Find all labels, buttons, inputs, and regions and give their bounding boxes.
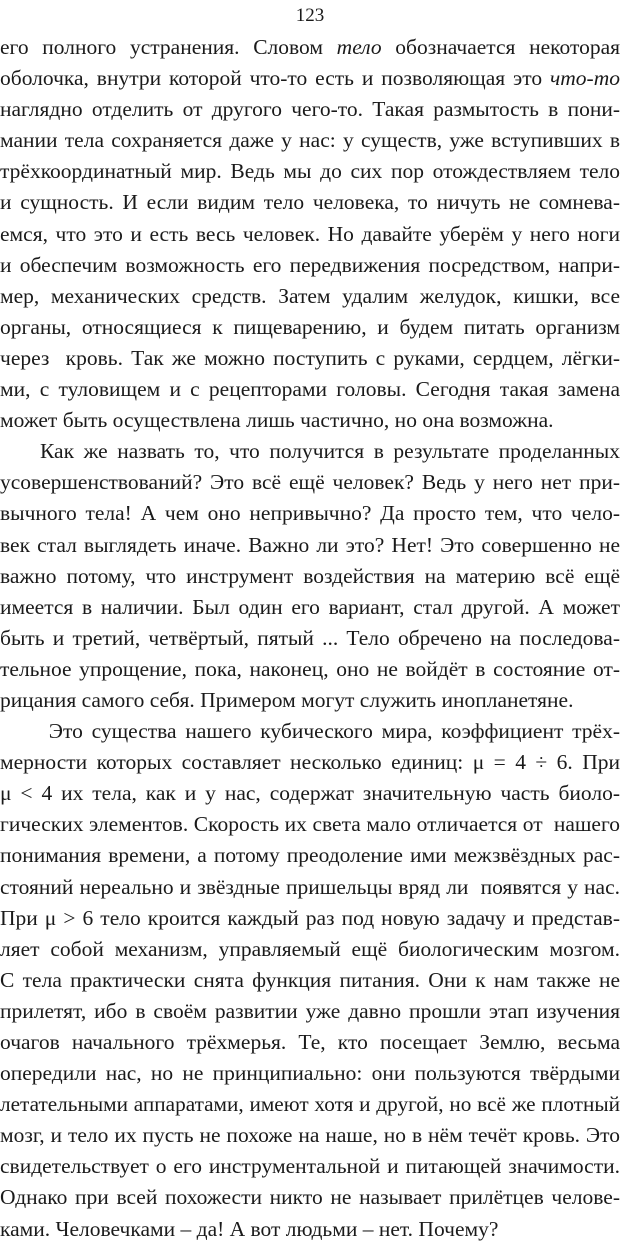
text-line: наглядно отделить от другого чего-то. Такая размытость в пони- (0, 97, 620, 122)
emphasis: что-то (550, 66, 620, 91)
body-text (0, 32, 620, 1245)
text-line: быть и третий, четвёртый, пятый ... Тело обречено на последова- (0, 625, 620, 650)
text-line: усовершенствований? Это всё ещё человек? Ведь у него нет при- (0, 470, 620, 495)
text-line: опередили нас, но не принципиально: они пользуются твёрдыми (0, 1061, 620, 1086)
text-line: вычного тела! А чем оно непривычно? Да просто тем, что чело- (0, 501, 620, 526)
text-line: ляет собой механизм, управляемый ещё биологическим мозгом. (0, 936, 620, 961)
text-line: гических элементов. Скорость их света мало отличается от нашего (0, 812, 620, 837)
text-line: ками. Человечками – да! А вот людьми – нет. Почему? (0, 1216, 499, 1241)
text-line: органы, относящиеся к пищеварению, и будем питать организм (0, 314, 620, 339)
text-line: имеется в наличии. Был один его вариант, стал другой. А может (0, 594, 620, 619)
text-line: понимания времени, а потому преодоление ими межзвёздных рас- (0, 843, 620, 868)
text-line: С тела практически снята функция питания. Они к нам также не (0, 967, 620, 992)
text-line: рицания самого себя. Примером могут служить инопланетяне. (0, 687, 574, 712)
text-line: через кровь. Так же можно поступить с руками, сердцем, лёгки- (0, 345, 620, 370)
text-line: μ < 4 их тела, как и у нас, содержат значительную часть биоло- (0, 781, 620, 806)
text-line: его полного устранения. Словом тело обозначается некоторая (0, 35, 620, 59)
text-line: стояний нереально и звёздные пришельцы вряд ли появятся у нас. (0, 874, 620, 899)
text-line: Как же назвать то, что получится в результате проделанных (40, 439, 620, 464)
text-line: важно потому, что инструмент воздействия на материю всё ещё (0, 563, 620, 588)
text-line: ми, с туловищем и с рецепторами головы. Сегодня такая замена (0, 377, 620, 402)
text-line: и обеспечим возможность его передвижения посредством, напри- (0, 252, 620, 277)
text-line: трёхкоординатный мир. Ведь мы до сих пор отождествляем тело (0, 159, 620, 184)
text-line: очагов начального трёхмерья. Те, кто посещает Землю, весьма (0, 1030, 620, 1054)
text-line: мер, механических средств. Затем удалим желудок, кишки, все (0, 283, 620, 308)
text-line: прилетят, ибо в своём развитии уже давно прошли этап изучения (0, 998, 620, 1023)
text-line: емся, что это и есть весь человек. Но давайте уберём у него ноги (0, 221, 620, 246)
text-line: век стал выглядеть иначе. Важно ли это? Нет! Это совершенно не (0, 532, 620, 557)
text-line: мании тела сохраняется даже у нас: у существ, уже вступивших в (0, 128, 620, 153)
text-line: При μ > 6 тело кроится каждый раз под новую задачу и представ- (0, 905, 620, 930)
text-line: свидетельствует о его инструментальной и питающей значимости. (0, 1154, 620, 1179)
text-line: и сущность. И если видим тело человека, то ничуть не сомнева- (0, 190, 620, 215)
text-line: тельное упрощение, пока, наконец, оно не войдёт в состояние от- (0, 656, 620, 681)
text-line: летательными аппаратами, имеют хотя и другой, но всё же плотный (0, 1092, 620, 1117)
text-line: Однако при всей похожести никто не называет прилётцев челове- (0, 1185, 620, 1210)
text-line: оболочка, внутри которой что-то есть и позволяющая это что-то (0, 66, 620, 91)
text-line: Это существа нашего кубического мира, коэффициент трёх- (40, 719, 620, 744)
text-line: мозг, и тело их пусть не похоже на наше, но в нём течёт кровь. Это (0, 1123, 620, 1148)
emphasis: тело (336, 35, 382, 59)
text-line: мерности которых составляет несколько единиц: μ = 4 ÷ 6. При (0, 750, 620, 775)
page-number: 123 (295, 5, 325, 26)
text-line: может быть осуществлена лишь частично, но она возможна. (0, 408, 554, 433)
